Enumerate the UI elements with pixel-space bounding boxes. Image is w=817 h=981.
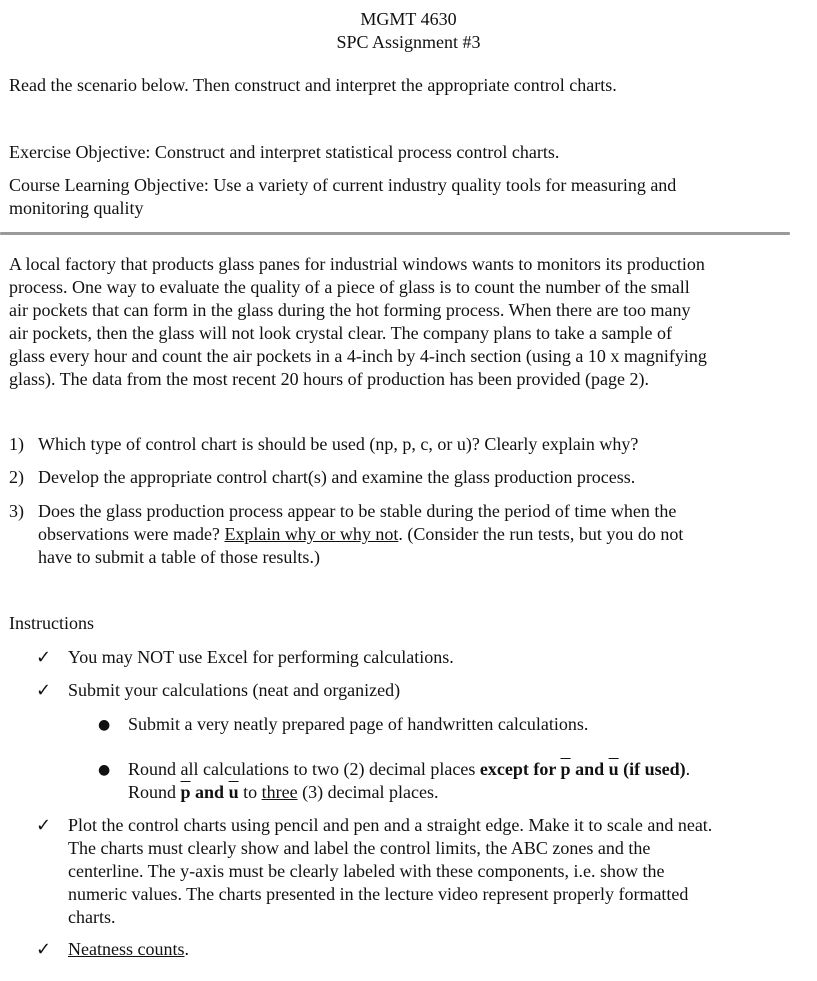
question-text-part: observations were made? — [38, 524, 225, 544]
question-text — [38, 523, 798, 546]
text-part: Round — [128, 782, 181, 802]
course-objective-line2: monitoring quality — [9, 198, 144, 218]
underlined-text: Neatness counts — [68, 939, 185, 959]
scenario-line: glass). The data from the most recent 20 hours of production has been provided (page 2). — [9, 369, 649, 389]
question-number: 2) — [9, 467, 24, 487]
instruction-item — [0, 646, 817, 670]
question-text: Which type of control chart is should be used (np, p, c, or u)? Clearly explain why? — [38, 434, 639, 454]
instruction-item — [0, 679, 817, 703]
question-2 — [0, 466, 817, 490]
question-number: 3) — [9, 501, 24, 521]
scenario-line: air pockets that can form in the glass during the hot forming process. When there are too many — [9, 300, 691, 320]
question-text: Does the glass production process appear to be stable during the period of time when the — [38, 501, 677, 521]
checkmark-icon: ✓ — [36, 939, 52, 960]
question-number: 1) — [9, 434, 24, 454]
question-text-part: . (Consider the run tests, but you do not — [398, 524, 684, 544]
scenario-line: glass every hour and count the air pockets in a 4-inch by 4-inch section (using a 10 x magnifying — [9, 346, 707, 366]
instruction-item — [0, 814, 817, 929]
course-objective-line1: Course Learning Objective: Use a variety of current industry quality tools for measuring and — [9, 175, 677, 195]
instruction-text: Submit your calculations (neat and organized) — [68, 680, 401, 700]
checkmark-icon: ✓ — [36, 647, 52, 668]
bold-part: except for — [479, 759, 561, 779]
instruction-subtext — [128, 781, 798, 804]
instruction-text: Plot the control charts using pencil and pen and a straight edge. Make it to scale and neat. — [68, 815, 713, 835]
bold-part: and — [190, 782, 229, 802]
p-bar-symbol: $\overline{p}$ — [180, 782, 191, 802]
instruction-text: You may NOT use Excel for performing calculations. — [68, 647, 454, 667]
text-part: . — [685, 759, 691, 779]
instruction-text: numeric values. The charts presented in the lecture video represent properly formatted — [68, 884, 689, 904]
instruction-text — [68, 938, 798, 961]
intro-text: Read the scenario below. Then construct and interpret the appropriate control charts. — [9, 75, 617, 95]
divider — [0, 232, 790, 235]
instruction-text: charts. — [68, 907, 116, 927]
bold-text — [181, 782, 239, 802]
instruction-subtext: Submit a very neatly prepared page of handwritten calculations. — [128, 714, 589, 734]
instruction-subitem — [0, 758, 817, 806]
text-part: to — [238, 782, 262, 802]
text-part: Round all calculations to two (2) decimal places — [128, 759, 480, 779]
bullet-icon: ● — [98, 762, 111, 778]
exercise-objective: Exercise Objective: Construct and interpret statistical process control charts. — [9, 142, 560, 162]
instruction-item — [0, 938, 817, 962]
instructions-heading: Instructions — [9, 613, 94, 633]
question-text: Develop the appropriate control chart(s) and examine the glass production process. — [38, 467, 636, 487]
checkmark-icon: ✓ — [36, 815, 52, 836]
question-emphasis: Explain why or why not — [224, 524, 399, 544]
scenario-line: A local factory that products glass panes for industrial windows wants to monitors its production — [9, 254, 705, 274]
instruction-text: centerline. The y-axis must be clearly labeled with these components, i.e. show the — [68, 861, 665, 881]
instruction-subtext — [128, 758, 798, 781]
bold-text — [480, 759, 686, 779]
question-1 — [0, 433, 817, 457]
u-bar-symbol: $\overline{u}$ — [228, 782, 239, 802]
u-bar-symbol: $\overline{u}$ — [608, 759, 619, 779]
question-3 — [0, 500, 817, 570]
text-part: (3) decimal places. — [297, 782, 439, 802]
bold-part: (if used) — [618, 759, 686, 779]
bullet-icon: ● — [98, 717, 111, 733]
scenario-line: process. One way to evaluate the quality of a piece of glass is to count the number of the small — [9, 277, 690, 297]
question-text: have to submit a table of those results.) — [38, 547, 320, 567]
text-part: . — [184, 939, 189, 959]
bold-part: and — [570, 759, 609, 779]
instruction-subitem — [0, 713, 817, 737]
scenario-line: air pockets, then the glass will not look crystal clear. The company plans to take a sample of — [9, 323, 672, 343]
assignment-title: SPC Assignment #3 — [336, 32, 481, 52]
instruction-text: The charts must clearly show and label the control limits, the ABC zones and the — [68, 838, 651, 858]
underlined-text: three — [261, 782, 298, 802]
course-title: MGMT 4630 — [360, 9, 457, 29]
checkmark-icon: ✓ — [36, 680, 52, 701]
p-bar-symbol: $\overline{p}$ — [560, 759, 571, 779]
